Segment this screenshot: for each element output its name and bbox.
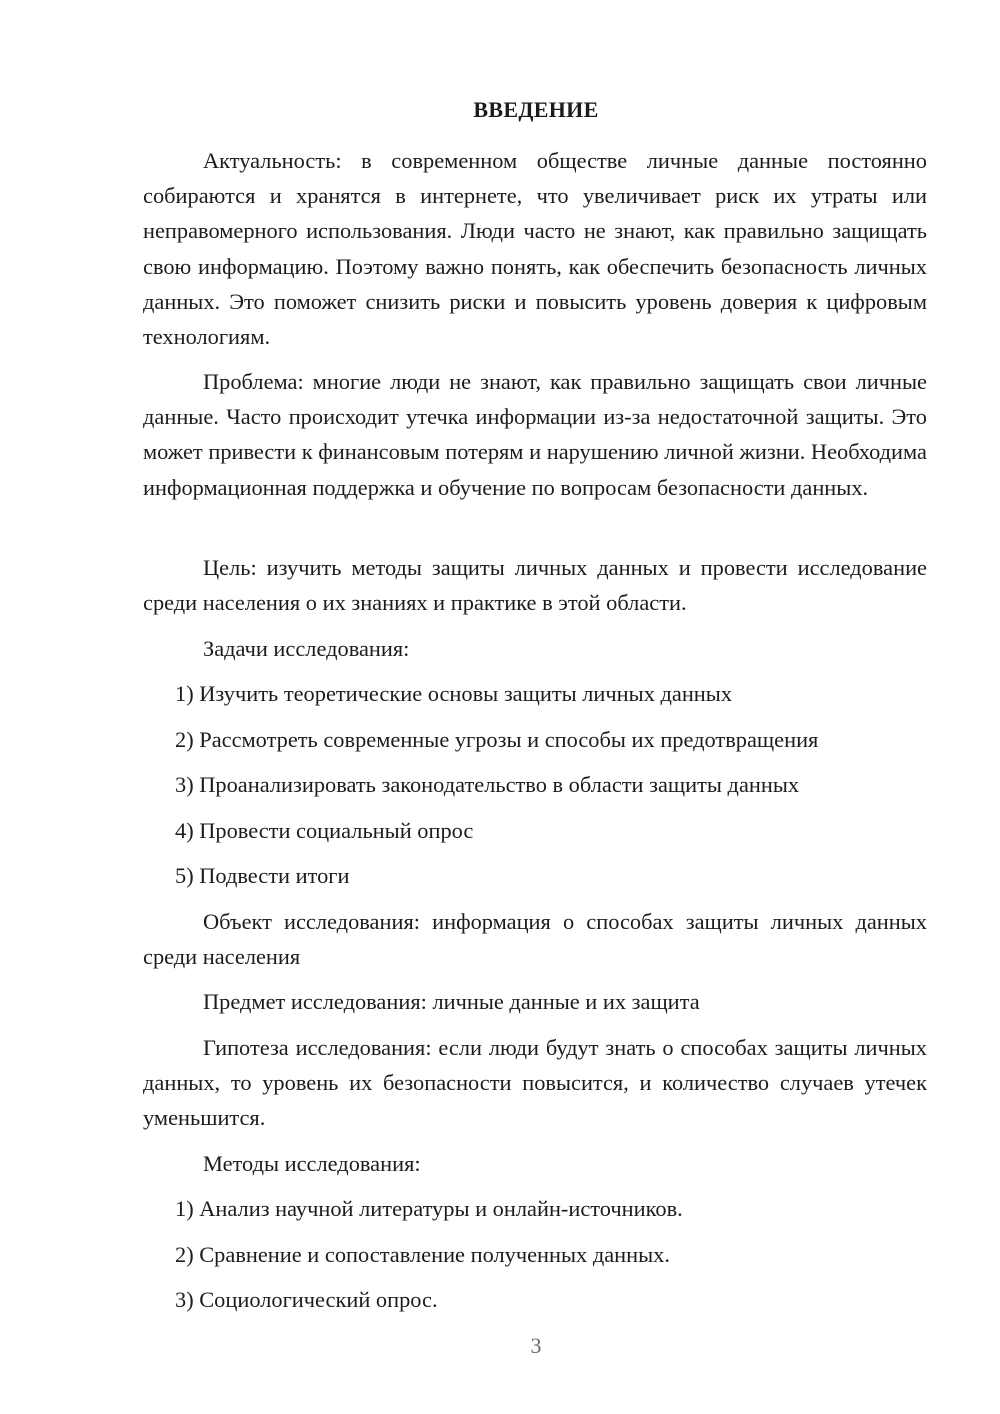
paragraph-relevance: Актуальность: в современном обществе личные данные постоянно собираются и хранятся в интернете, что увеличивает риск их утраты или неправомерного использования. Люди часто не знают, как правильно защищать свою информацию. Поэтому важно понять, как обеспечить безопасность личных данных. Это поможет снизить риски и повысить уровень доверия к цифровым технологиям. [143, 148, 927, 350]
paragraph-subject: Предмет исследования: личные данные и их защита [203, 989, 700, 1014]
task-item-5: 5) Подвести итоги [175, 863, 350, 888]
tasks-heading: Задачи исследования: [203, 636, 410, 661]
page-title: ВВЕДЕНИЕ [473, 97, 599, 122]
method-item-2: 2) Сравнение и сопоставление полученных данных. [175, 1242, 670, 1267]
task-item-1: 1) Изучить теоретические основы защиты личных данных [175, 681, 733, 706]
paragraph-hypothesis: Гипотеза исследования: если люди будут знать о способах защиты личных данных, то уровень их безопасности повысится, и количество случаев утечек уменьшится. [143, 1035, 927, 1131]
task-item-2: 2) Рассмотреть современные угрозы и способы их предотвращения [175, 727, 819, 752]
method-item-3: 3) Социологический опрос. [175, 1287, 438, 1312]
paragraph-object: Объект исследования: информация о способах защиты личных данных среди населения [143, 909, 927, 970]
method-item-1: 1) Анализ научной литературы и онлайн-источников. [175, 1196, 683, 1221]
paragraph-goal: Цель: изучить методы защиты личных данных и провести исследование среди населения о их знаниях и практике в этой области. [143, 555, 927, 616]
methods-heading: Методы исследования: [203, 1151, 421, 1176]
task-item-3: 3) Проанализировать законодательство в области защиты данных [175, 772, 800, 797]
page-number: 3 [530, 1333, 542, 1358]
task-item-4: 4) Провести социальный опрос [175, 818, 474, 843]
paragraph-problem: Проблема: многие люди не знают, как правильно защищать свои личные данные. Часто происходит утечка информации из-за недостаточной защиты. Это может привести к финансовым потерям и нарушению личной жизни. Необходима информационная поддержка и обучение по вопросам безопасности данных. [143, 369, 927, 500]
